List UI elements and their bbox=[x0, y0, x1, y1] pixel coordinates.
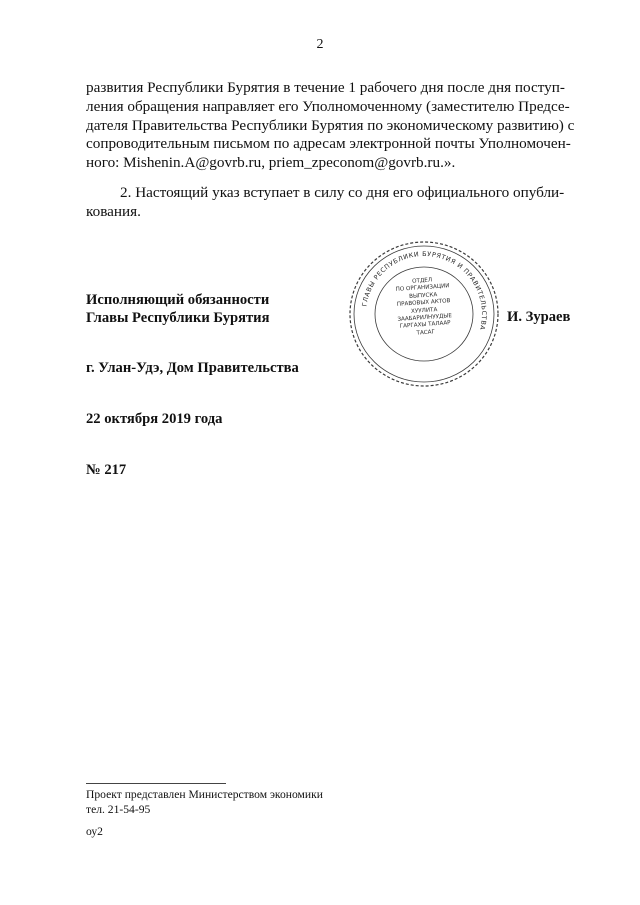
seal-text-line: ГАРГАХЫ ТАЛААР bbox=[399, 320, 451, 331]
paragraph-1-line: ления обращения направляет его Уполномоченному (заместителю Предсе- bbox=[86, 97, 570, 115]
signatory-title-line: Главы Республики Бурятия bbox=[86, 310, 270, 326]
seal-text-line: ВЫПУСКА bbox=[408, 291, 438, 300]
footer-note bbox=[86, 787, 323, 817]
paragraph-1-line: ного: Mishenin.A@govrb.ru, priem_zpeconom@govrb.ru.». bbox=[86, 154, 456, 172]
paragraph-2-line: 2. Настоящий указ вступает в силу со дня его официального опубли- bbox=[120, 184, 565, 201]
seal-text-line: ХУУЛИТА bbox=[410, 306, 438, 315]
paragraph-1-line: развития Республики Бурятия в течение 1 рабочего дня после дня поступ- bbox=[86, 79, 565, 96]
seal-text-line: ТАСАГ bbox=[416, 329, 436, 337]
signatory-title-line: Исполняющий обязанности bbox=[86, 292, 270, 308]
footer-divider bbox=[86, 783, 226, 784]
signing-place: г. Улан-Удэ, Дом Правительства bbox=[86, 360, 299, 376]
paragraph-2 bbox=[86, 184, 565, 222]
signatory-title bbox=[86, 291, 269, 327]
seal-inner-text bbox=[387, 276, 461, 340]
paragraph-1-line: сопроводительным письмом по адресам электронной почты Уполномочен- bbox=[86, 135, 571, 153]
paragraph-1-line: дателя Правительства Республики Бурятия по экономическому развитию) с bbox=[86, 116, 575, 134]
seal-text-line: ОТДЕЛ bbox=[411, 277, 433, 285]
paragraph-1 bbox=[86, 79, 575, 173]
page-number: 2 bbox=[316, 37, 324, 52]
signatory-name: И. Зураев bbox=[507, 309, 571, 325]
decree-number: № 217 bbox=[86, 462, 127, 478]
paragraph-2-line: кования. bbox=[86, 202, 141, 220]
seal-text-line: ЗААБАРИЛНУУДЫЕ bbox=[397, 313, 453, 323]
footer-line: Проект представлен Министерством экономики bbox=[86, 788, 323, 801]
seal-text-line: ПРАВОВЫХ АКТОВ bbox=[396, 298, 451, 309]
official-seal bbox=[344, 238, 504, 390]
document-code: оу2 bbox=[86, 825, 103, 838]
signing-date: 22 октября 2019 года bbox=[86, 411, 223, 427]
footer-line: тел. 21-54-95 bbox=[86, 803, 151, 816]
seal-text-line: ПО ОРГАНИЗАЦИИ bbox=[395, 283, 450, 294]
seal-ring-text: ГЛАВЫ РЕСПУБЛИКИ БУРЯТИЯ И ПРАВИТЕЛЬСТВА bbox=[360, 249, 489, 332]
